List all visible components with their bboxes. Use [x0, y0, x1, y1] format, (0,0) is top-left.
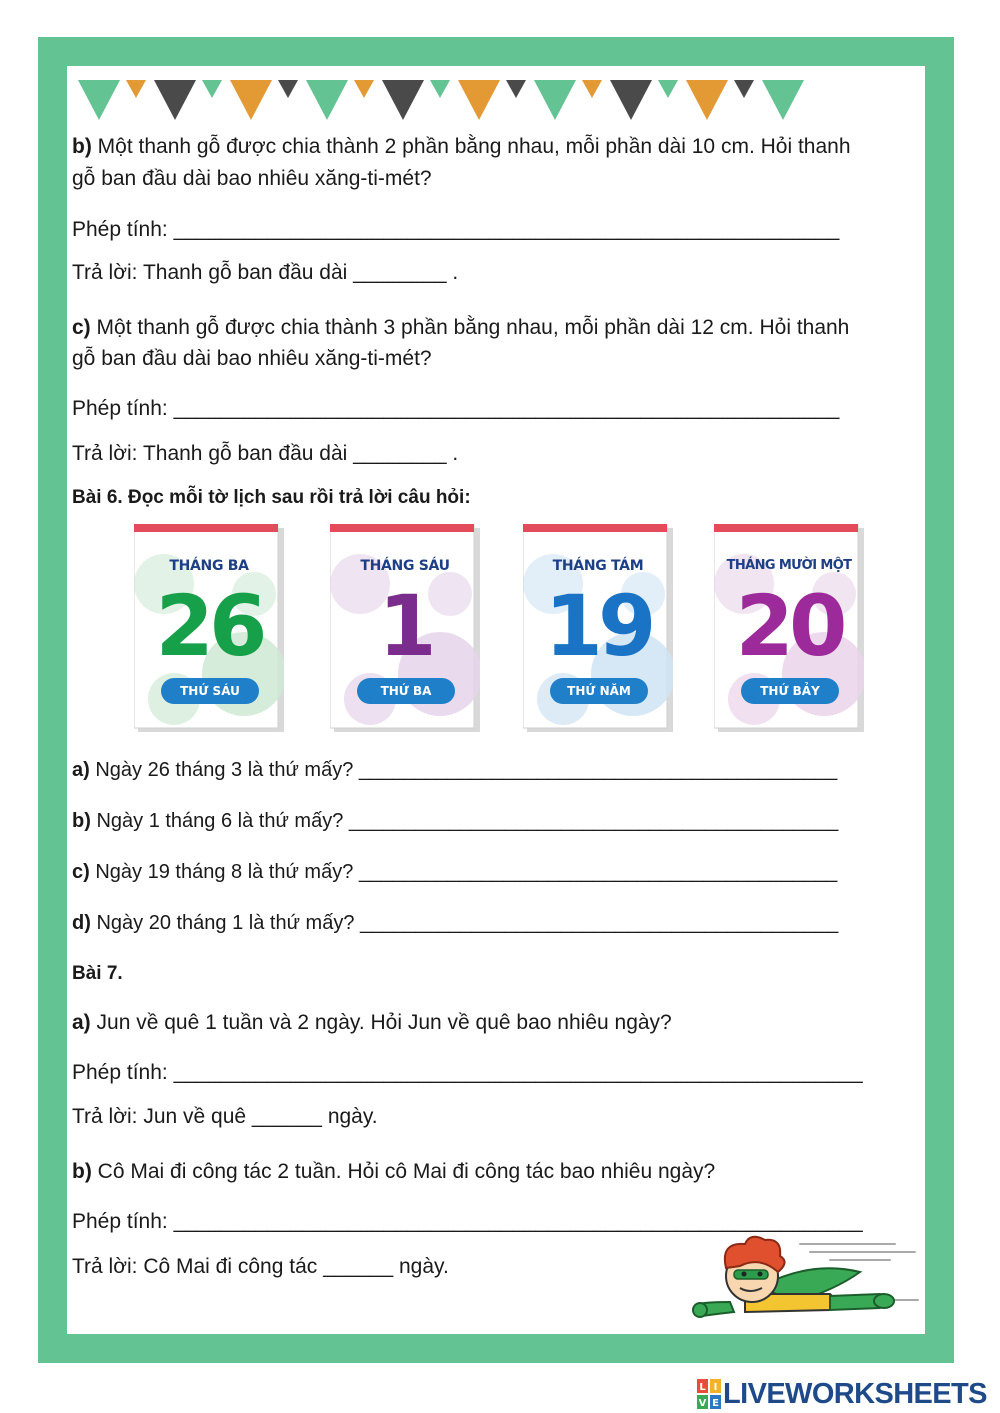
- p5c-answer-blank[interactable]: Trả lời: Thanh gỗ ban đầu dài ________ .: [72, 442, 459, 465]
- b6-question-c[interactable]: c) Ngày 19 tháng 8 là thứ mấy? ___________________________________________: [72, 861, 838, 883]
- bunting-flag: [278, 80, 298, 98]
- calendar-day: 26: [155, 577, 263, 675]
- calendar-month: THÁNG SÁU: [360, 558, 450, 574]
- b6-question-b[interactable]: b) Ngày 1 tháng 6 là thứ mấy? ____________________________________________: [72, 810, 839, 832]
- calendar-card-1: [134, 524, 284, 732]
- p5b-question-line2: gỗ ban đầu dài bao nhiêu xăng-ti-mét?: [72, 167, 432, 190]
- calendar-day: 19: [544, 577, 652, 675]
- calendar-day: 1: [378, 577, 432, 675]
- bunting-flag: [762, 80, 804, 120]
- p5b-question-line1: b) Một thanh gỗ được chia thành 2 phần bằng nhau, mỗi phần dài 10 cm. Hỏi thanh: [72, 135, 851, 158]
- bunting-flag: [382, 80, 424, 120]
- p5c-calc-blank[interactable]: Phép tính: _________________________________________________________: [72, 397, 840, 420]
- flying-superhero-illustration: [690, 1232, 922, 1328]
- bunting-flag: [534, 80, 576, 120]
- p5c-question-line1: c) Một thanh gỗ được chia thành 3 phần bằng nhau, mỗi phần dài 12 cm. Hỏi thanh: [72, 316, 850, 339]
- svg-text:L: L: [699, 1382, 706, 1393]
- bunting-flag: [430, 80, 450, 98]
- bunting-flag: [734, 80, 754, 98]
- b7a-question: a) Jun về quê 1 tuần và 2 ngày. Hỏi Jun về quê bao nhiêu ngày?: [72, 1011, 672, 1034]
- exercise-7-title: Bài 7.: [72, 963, 123, 984]
- bunting-flag: [306, 80, 348, 120]
- bunting-flag: [506, 80, 526, 98]
- b7b-answer-blank[interactable]: Trả lời: Cô Mai đi công tác ______ ngày.: [72, 1255, 449, 1278]
- bunting-flag: [230, 80, 272, 120]
- bunting-flag: [354, 80, 374, 98]
- bunting-flag: [582, 80, 602, 98]
- calendar-weekday-badge: THỨ BA: [357, 678, 455, 704]
- liveworksheets-logo: [697, 1376, 987, 1412]
- calendar-day: 20: [735, 577, 843, 675]
- bunting-flag: [686, 80, 728, 120]
- bunting-flag: [202, 80, 222, 98]
- svg-text:I: I: [713, 1382, 718, 1393]
- bunting-flag: [658, 80, 678, 98]
- b6-question-a[interactable]: a) Ngày 26 tháng 3 là thứ mấy? ___________________________________________: [72, 759, 838, 781]
- b7b-calc-blank[interactable]: Phép tính: ___________________________________________________________: [72, 1210, 863, 1233]
- calendar-month: THÁNG MƯỜI MỘT: [726, 558, 852, 573]
- p5b-answer-blank[interactable]: Trả lời: Thanh gỗ ban đầu dài ________ .: [72, 261, 459, 284]
- calendar-weekday-badge: THỨ BẢY: [741, 678, 839, 704]
- bunting-flags-decoration: [72, 78, 922, 123]
- calendar-card-2: [330, 524, 480, 732]
- calendar-weekday-badge: THỨ NĂM: [550, 678, 648, 704]
- p5c-question-line2: gỗ ban đầu dài bao nhiêu xăng-ti-mét?: [72, 347, 432, 370]
- p5b-calc-blank[interactable]: Phép tính: _________________________________________________________: [72, 218, 840, 241]
- calendar-weekday-badge: THỨ SÁU: [161, 678, 259, 704]
- b7b-question: b) Cô Mai đi công tác 2 tuần. Hỏi cô Mai đi công tác bao nhiêu ngày?: [72, 1160, 716, 1183]
- liveworksheets-wordmark: LIVEWORKSHEETS: [723, 1377, 987, 1410]
- calendar-card-4: [714, 524, 864, 732]
- calendar-month: THÁNG BA: [169, 558, 249, 574]
- bunting-flag: [78, 80, 120, 120]
- bunting-flag: [458, 80, 500, 120]
- calendar-month: THÁNG TÁM: [552, 558, 644, 574]
- bunting-flag: [610, 80, 652, 120]
- b7a-answer-blank[interactable]: Trả lời: Jun về quê ______ ngày.: [72, 1105, 378, 1128]
- exercise-6-title: Bài 6. Đọc mỗi tờ lịch sau rồi trả lời câu hỏi:: [72, 487, 471, 508]
- b7a-calc-blank[interactable]: Phép tính: ___________________________________________________________: [72, 1061, 863, 1084]
- b6-question-d[interactable]: d) Ngày 20 tháng 1 là thứ mấy? ___________________________________________: [72, 912, 839, 934]
- liveworksheets-logo-icon: [697, 1379, 721, 1409]
- svg-text:V: V: [698, 1398, 707, 1409]
- svg-text:E: E: [712, 1398, 719, 1409]
- bunting-flag: [154, 80, 196, 120]
- bunting-flag: [126, 80, 146, 98]
- calendar-card-3: [523, 524, 673, 732]
